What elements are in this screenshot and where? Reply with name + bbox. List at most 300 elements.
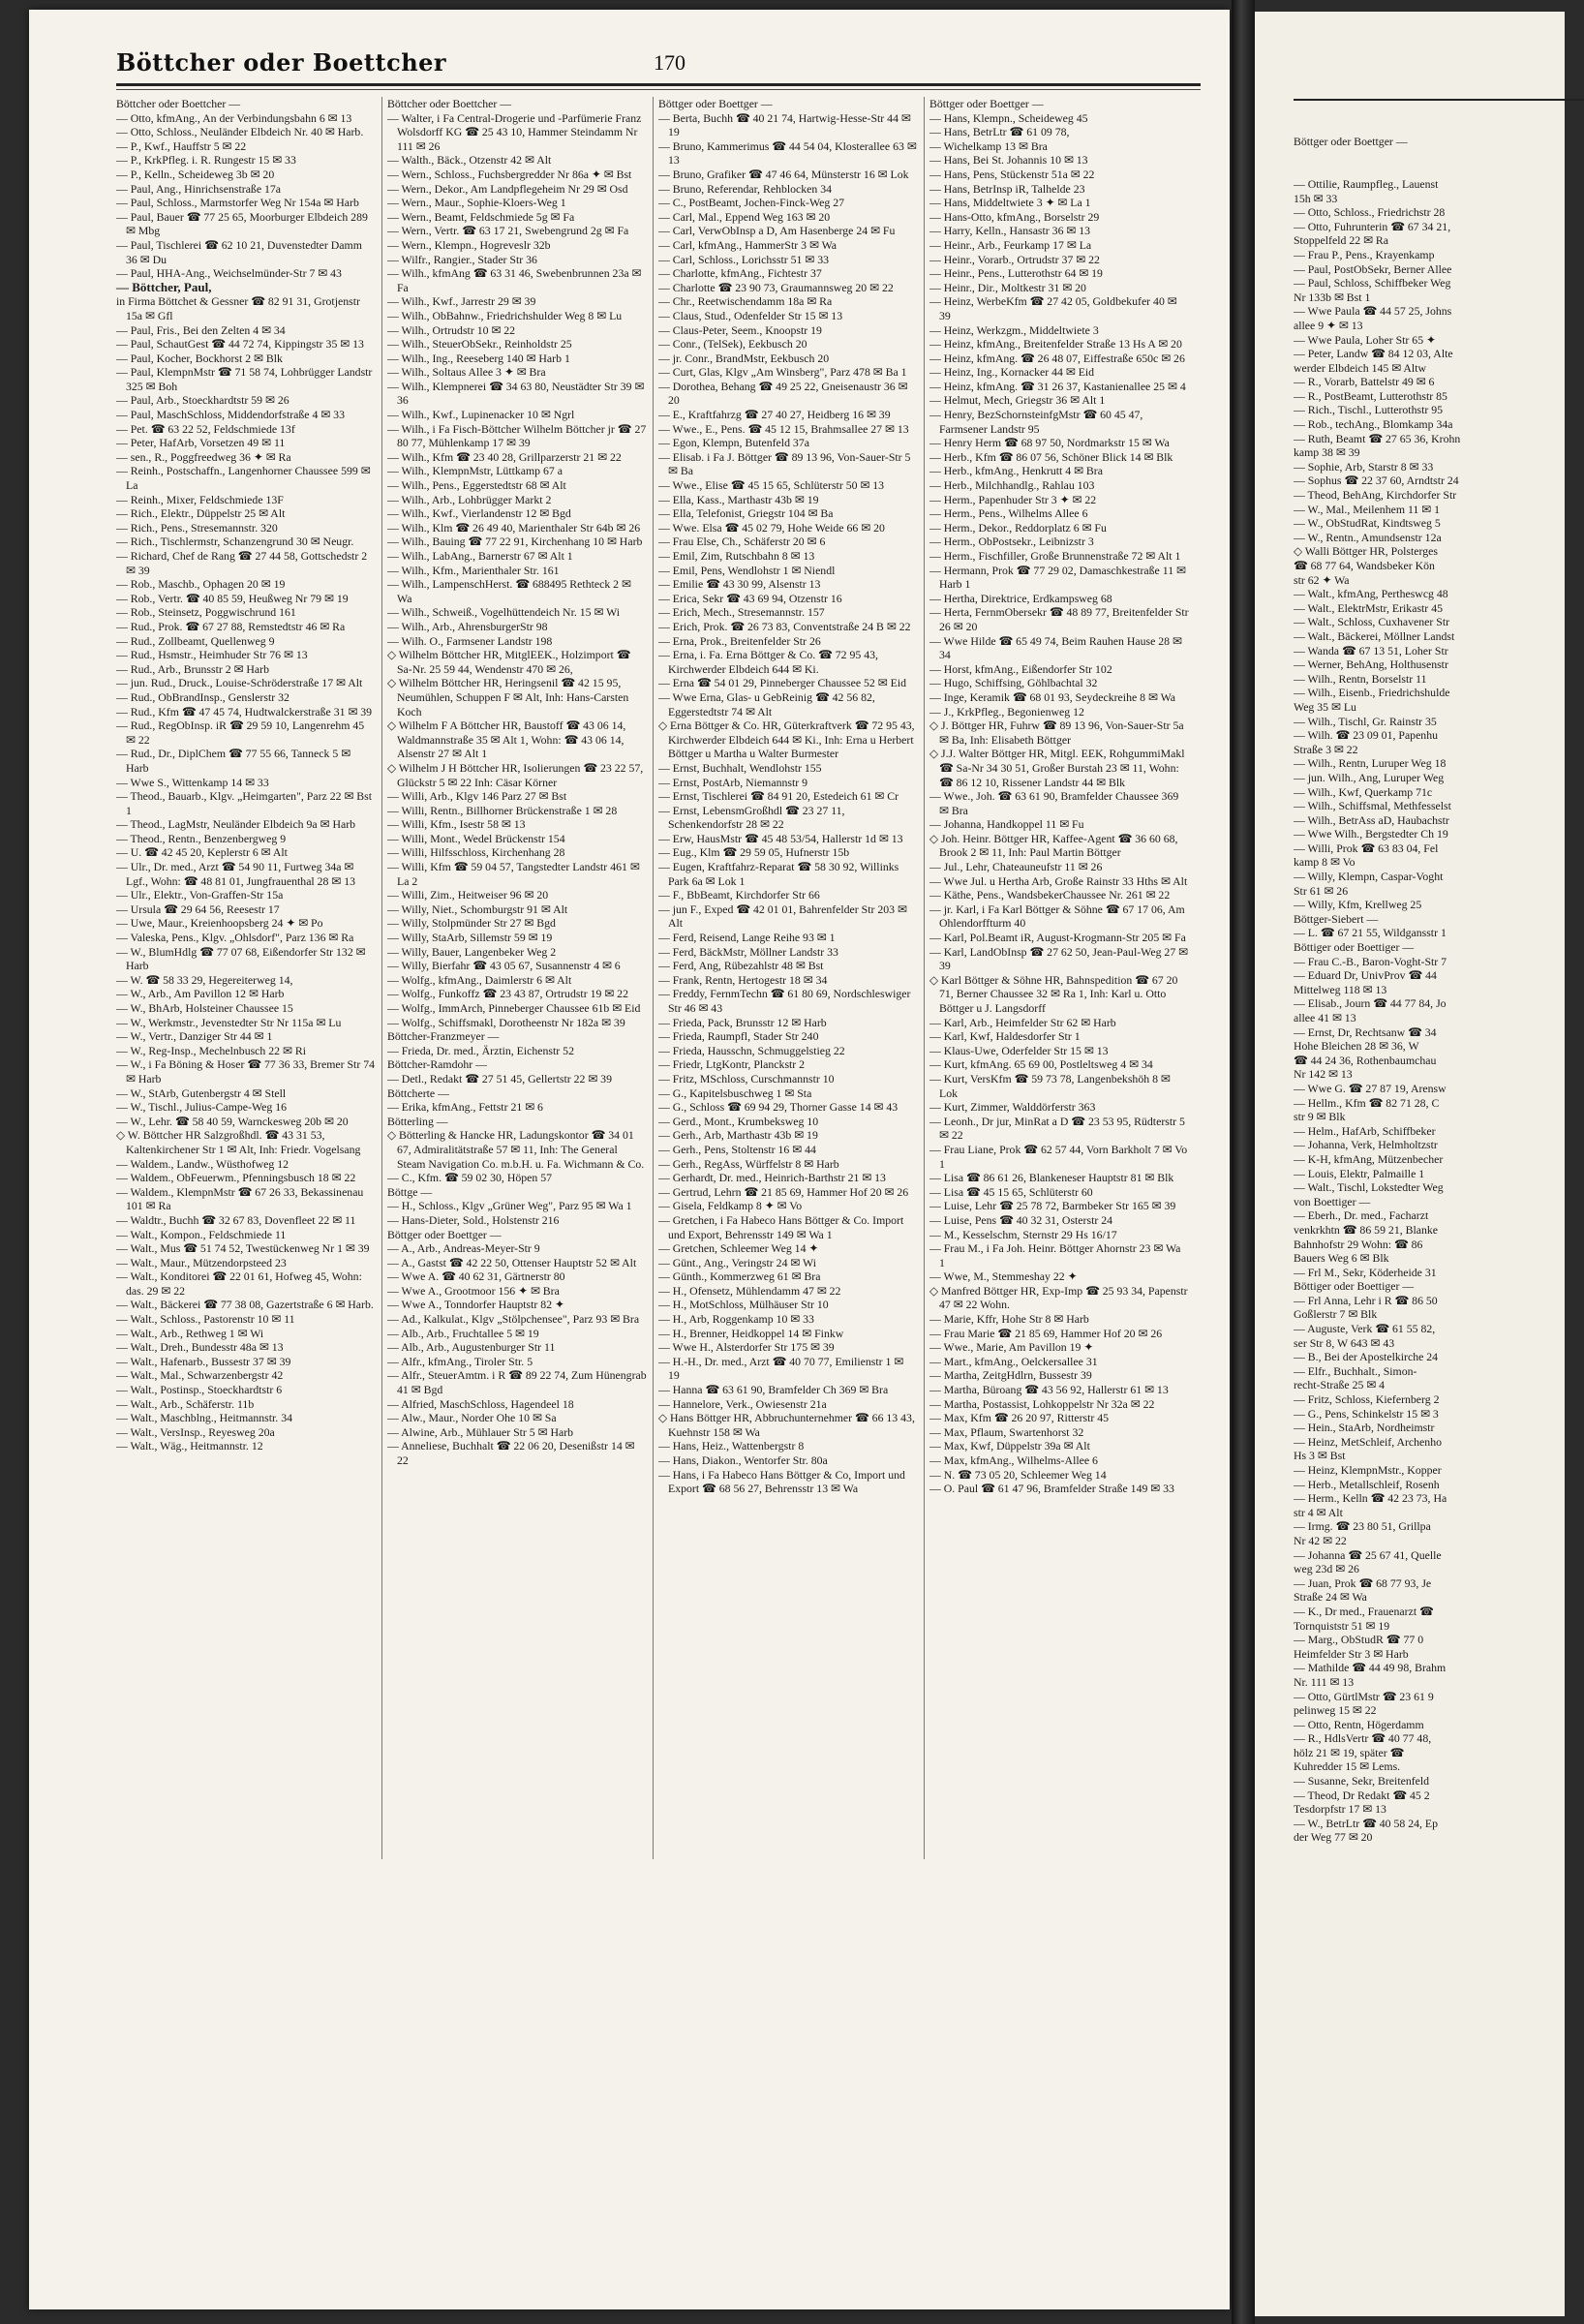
directory-entry: — E., Kraftfahrzg ☎ 27 40 27, Heidberg 16 ✉ 39 <box>658 408 891 422</box>
directory-entry: — Freddy, FernmTechn ☎ 61 80 69, Nordschleswiger Str 46 ✉ 43 <box>658 987 914 1015</box>
directory-entry: — jun. Rud., Druck., Louise-Schröderstraße 17 ✉ Alt <box>116 676 363 690</box>
directory-entry: — Waldem., KlempnMstr ☎ 67 26 33, Bekassinenau 101 ✉ Ra <box>116 1184 367 1213</box>
header-rule <box>116 83 1201 86</box>
directory-entry: — Herm., Pens., Wilhelms Allee 6 <box>929 506 1088 521</box>
directory-entry: — Wilh., Arb., AhrensburgerStr 98 <box>387 619 548 633</box>
facing-page-entry: ser Str 8, W 643 ✉ 43 <box>1294 1335 1395 1350</box>
directory-entry: — Heinz, kfmAng. ☎ 26 48 07, Eiffestraße 650c ✉ 26 <box>929 351 1185 365</box>
directory-entry: — Willi, Rentn., Billhorner Brückenstraße 1 ✉ 28 <box>387 803 618 817</box>
directory-entry: — Heinr., Pens., Lutterothstr 64 ✉ 19 <box>929 266 1103 281</box>
directory-entry: — Wwe. Elsa ☎ 45 02 79, Hohe Weide 66 ✉ 20 <box>658 520 885 535</box>
directory-entry: — Wilh., Klempnerei ☎ 34 63 80, Neustädter Str 39 ✉ 36 <box>387 379 648 408</box>
directory-entry: — Curt, Glas, Klgv „Am Winsberg", Parz 478 ✉ Ba 1 <box>658 365 907 380</box>
directory-entry: — Marie, Kffr, Hohe Str 8 ✉ Harb <box>929 1312 1089 1327</box>
directory-entry: — Ad., Kalkulat., Klgv „Stölpchensee", Parz 93 ✉ Bra <box>387 1312 640 1327</box>
directory-entry: — Gerd., Mont., Krumbeksweg 10 <box>658 1114 819 1128</box>
directory-entry: — Herb., Milchhandlg., Rahlau 103 <box>929 478 1095 493</box>
directory-entry: — Otto, Schloss., Neuländer Elbdeich Nr. 40 ✉ Harb. <box>116 125 364 139</box>
column-divider <box>924 97 925 1859</box>
directory-entry: — Carl, VerwObInsp a D, Am Hasenberge 24 ✉ Fu <box>658 224 896 238</box>
directory-entry: — Rich., Pens., Stresemannstr. 320 <box>116 520 278 535</box>
directory-entry: — P., Kwf., Hauffstr 5 ✉ 22 <box>116 138 247 153</box>
directory-entry: — Klaus-Uwe, Oderfelder Str 15 ✉ 13 <box>929 1043 1109 1057</box>
directory-entry: — Wilh., i Fa Fisch-Böttcher Wilhelm Böttcher jr ☎ 27 80 77, Mühlenkamp 17 ✉ 39 <box>387 421 650 450</box>
directory-entry: — Herb., kfmAng., Henkrutt 4 ✉ Bra <box>929 464 1103 478</box>
facing-page-entry: str 62 ✦ Wa <box>1294 572 1350 587</box>
directory-entry: — Rob., Maschb., Ophagen 20 ✉ 19 <box>116 577 286 592</box>
directory-entry: — Walt., Hafenarb., Bussestr 37 ✉ 39 <box>116 1354 291 1368</box>
facing-page-entry: — Wwe G. ☎ 27 87 19, Arensw <box>1294 1081 1447 1095</box>
directory-entry: — Käthe, Pens., WandsbekerChaussee Nr. 261 ✉ 22 <box>929 888 1171 902</box>
directory-entry: — Willi, Mont., Wedel Brückenstr 154 <box>387 831 565 845</box>
directory-entry: ◇ Joh. Heinr. Böttger HR, Kaffee-Agent ☎ 36 60 68, Brook 2 ✉ 11, Inh: Paul Martin Böttger <box>929 831 1181 860</box>
facing-page-entry: — Wilh., Rentn, Borselstr 11 <box>1294 671 1427 686</box>
directory-entry: — Paul, SchautGest ☎ 44 72 74, Kippingstr 35 ✉ 13 <box>116 337 364 352</box>
facing-page-entry: — Wilh., BetrAss aD, Haubachstr <box>1294 812 1449 827</box>
directory-entry: — Frieda, Dr. med., Ärztin, Eichenstr 52 <box>387 1043 574 1057</box>
facing-page-entry: von Boettiger — <box>1294 1194 1371 1208</box>
directory-entry: Bötterling — <box>387 1114 448 1128</box>
facing-page-entry: Bauers Weg 6 ✉ Blk <box>1294 1251 1389 1266</box>
running-head: Böttcher oder Boettcher <box>116 48 447 76</box>
facing-page-entry: — Werner, BehAng, Holthusenstr <box>1294 657 1448 672</box>
facing-page-entry: Nr. 111 ✉ 13 <box>1294 1674 1355 1689</box>
directory-entry: — Max, kfmAng., Wilhelms-Allee 6 <box>929 1453 1098 1467</box>
directory-entry: — Gertrud, Lehrn ☎ 21 85 69, Hammer Hof 20 ✉ 26 <box>658 1184 909 1199</box>
directory-entry: — Hans, Heiz., Wattenbergstr 8 <box>658 1439 805 1453</box>
directory-entry: — Wilh., Kwf., Lupinenacker 10 ✉ Ngrl <box>387 408 575 422</box>
directory-entry: — Paul, Arb., Stoeckhardtstr 59 ✉ 26 <box>116 393 289 408</box>
directory-entry: — C., PostBeamt, Jochen-Finck-Weg 27 <box>658 196 845 210</box>
directory-entry: — W., BlumHdlg ☎ 77 07 68, Eißendorfer Str 132 ✉ Harb <box>116 944 369 973</box>
directory-entry: — Hans, Diakon., Wentorfer Str. 80a <box>658 1453 828 1467</box>
directory-entry: — Theod., Rentn., Benzenbergweg 9 <box>116 831 287 845</box>
directory-entry: — Herta, FernmObersekr ☎ 48 89 77, Breitenfelder Str 26 ✉ 20 <box>929 605 1192 633</box>
directory-entry: — Jul., Lehr, Chateauneufstr 11 ✉ 26 <box>929 860 1103 874</box>
directory-entry: Böttge — <box>387 1184 433 1199</box>
directory-entry: — Walt., Mus ☎ 51 74 52, Twestückenweg Nr 1 ✉ 39 <box>116 1241 370 1256</box>
facing-page-entry: ☎ 44 24 36, Rothenbaumchau <box>1294 1053 1437 1067</box>
directory-entry: — G., Kapitelsbuschweg 1 ✉ Sta <box>658 1086 812 1100</box>
directory-entry: — Eug., Klm ☎ 29 59 05, Hufnerstr 15b <box>658 845 850 860</box>
directory-entry: — Paul, Bauer ☎ 77 25 65, Moorburger Elbdeich 289 ✉ Mbg <box>116 209 371 238</box>
directory-entry: — Heinz, Werkzgm., Middeltwiete 3 <box>929 322 1099 337</box>
directory-entry: — Alw., Maur., Norder Ohe 10 ✉ Sa <box>387 1411 557 1425</box>
directory-entry: — Rob., Steinsetz, Poggwischrund 161 <box>116 605 296 620</box>
facing-page-lines <box>1294 177 1565 1845</box>
directory-entry: — Martha, Büroang ☎ 43 56 92, Hallerstr 61 ✉ 13 <box>929 1383 1169 1397</box>
facing-page-entry: — Wwe Paula ☎ 44 57 25, Johns <box>1294 304 1452 319</box>
facing-page-entry: — Frau P., Pens., Krayenkamp <box>1294 247 1435 261</box>
facing-page-entry: — Frl Anna, Lehr i R ☎ 86 50 <box>1294 1293 1438 1307</box>
directory-entry: — Max, Kwf, Düppelstr 39a ✉ Alt <box>929 1439 1090 1453</box>
directory-entry: — Conr., (TelSek), Eekbusch 20 <box>658 337 807 352</box>
directory-entry: Böttcher-Franzmeyer — <box>387 1029 500 1044</box>
directory-entry: — Pet. ☎ 63 22 52, Feldschmiede 13f <box>116 421 295 436</box>
directory-entry: — Detl., Redakt ☎ 27 51 45, Gellertstr 22 ✉ 39 <box>387 1071 612 1086</box>
header-rule-thin <box>116 89 1201 90</box>
directory-entry: — Wolfg., Schiffsmakl, Dorotheenstr Nr 182a ✉ 39 <box>387 1015 625 1029</box>
directory-entry: — Heinz, kfmAng. ☎ 31 26 37, Kastanienallee 25 ✉ 4 <box>929 379 1186 393</box>
directory-entry: — H.-H., Dr. med., Arzt ☎ 40 70 77, Emilienstr 1 ✉ 19 <box>658 1354 907 1383</box>
directory-entry: — Frau Liane, Prok ☎ 62 57 44, Vorn Barkholt 7 ✉ Vo 1 <box>929 1142 1191 1171</box>
directory-entry: — Horst, kfmAng., Eißendorfer Str 102 <box>929 661 1112 676</box>
facing-page-entry: Böttiger oder Boettiger — <box>1294 940 1415 955</box>
facing-page-entry: — Rob., techAng., Blomkamp 34a <box>1294 417 1453 432</box>
directory-entry: — Wern., Dekor., Am Landpflegeheim Nr 29 ✉ Osd <box>387 181 628 196</box>
directory-entry: — H., Brenner, Heidkoppel 14 ✉ Finkw <box>658 1326 844 1340</box>
directory-entry: — Ferd, Reisend, Lange Reihe 93 ✉ 1 <box>658 931 836 945</box>
directory-entry: ◇ Erna Böttger & Co. HR, Güterkraftverk ☎ 72 95 43, Kirchwerder Elbdeich 644 ✉ Ki., Inh: Erna u Herbert Böttger u Martha u Walter Burmester <box>658 719 918 761</box>
directory-entry: — Theod., Bauarb., Klgv. „Heimgarten", Parz 22 ✉ Bst 1 <box>116 789 375 817</box>
facing-page-entry: — W., BetrLtr ☎ 40 58 24, Ep <box>1294 1816 1439 1830</box>
directory-entry: — Rob., Vertr. ☎ 40 85 59, Heußweg Nr 79 ✉ 19 <box>116 591 349 605</box>
directory-entry: — Willy, StaArb, Sillemstr 59 ✉ 19 <box>387 931 553 945</box>
directory-entry: — Frau Else, Ch., Schäferstr 20 ✉ 6 <box>658 535 826 549</box>
directory-entry: ◇ Hans Böttger HR, Abbruchunternehmer ☎ 66 13 43, Kuehnstr 158 ✉ Wa <box>658 1411 918 1439</box>
directory-entry: — Willi, Arb., Klgv 146 Parz 27 ✉ Bst <box>387 789 567 804</box>
directory-entry: — Uwe, Maur., Kreienhoopsberg 24 ✦ ✉ Po <box>116 916 323 931</box>
directory-entry: — Martha, ZeitgHdlrn, Bussestr 39 <box>929 1368 1092 1383</box>
facing-page-rule <box>1294 99 1584 101</box>
directory-entry: — Herm., Papenhuder Str 3 ✦ ✉ 22 <box>929 492 1097 506</box>
facing-page-entry: ☎ 68 77 64, Wandsbeker Kön <box>1294 559 1435 572</box>
directory-entry: — Gretchen, Schleemer Weg 14 ✦ <box>658 1241 819 1256</box>
facing-page-entry: — Wwe Paula, Loher Str 65 ✦ <box>1294 332 1436 347</box>
directory-entry: Böttcher oder Boettcher — <box>116 97 241 110</box>
facing-page-entry: Nr 133b ✉ Bst 1 <box>1294 290 1371 304</box>
directory-entry: — Willy, Bauer, Langenbeker Weg 2 <box>387 944 557 959</box>
directory-entry: — Egon, Klempn, Butenfeld 37a <box>658 436 809 450</box>
directory-entry: — Gretchen, i Fa Habeco Hans Böttger & Co. Import und Export, Behrensstr 149 ✉ Wa 1 <box>658 1212 907 1241</box>
facing-page-entry: Hs 3 ✉ Bst <box>1294 1449 1346 1463</box>
directory-entry: — Ulr., Elektr., Von-Graffen-Str 15a <box>116 888 284 902</box>
directory-entry: — Luise, Pens ☎ 40 32 31, Osterstr 24 <box>929 1212 1113 1227</box>
directory-entry: — Paul, Ang., Hinrichsenstraße 17a <box>116 181 282 196</box>
directory-entry: — Richard, Chef de Rang ☎ 27 44 58, Gottschedstr 2 ✉ 39 <box>116 549 371 577</box>
directory-entry: — Karl, LandObInsp ☎ 27 62 50, Jean-Paul-Weg 27 ✉ 39 <box>929 944 1192 973</box>
directory-entry: — Wilh., Kwf., Jarrestr 29 ✉ 39 <box>387 294 536 309</box>
facing-page-entry: — Walt., ElektrMstr, Erikastr 45 <box>1294 600 1443 615</box>
directory-entry: — Wilh., LabAng., Barnerstr 67 ✉ Alt 1 <box>387 549 573 563</box>
facing-page-entry: — Otto, GürtlMstr ☎ 23 61 9 <box>1294 1689 1434 1703</box>
directory-entry: — W., Tischl., Julius-Campe-Weg 16 <box>116 1100 288 1115</box>
directory-entry: — Wwe A., Grootmoor 156 ✦ ✉ Bra <box>387 1283 560 1298</box>
column-3 <box>658 97 918 1869</box>
directory-entry: — Wilh., Schweiß., Vogelhüttendeich Nr. 15 ✉ Wi <box>387 605 621 620</box>
facing-page-entry: — Frl M., Sekr, Köderheide 31 <box>1294 1265 1437 1279</box>
directory-entry: — Hermann, Prok ☎ 77 29 02, Damaschkestraße 11 ✉ Harb 1 <box>929 563 1189 592</box>
facing-page-entry: — Frau C.-B., Baron-Voght-Str 7 <box>1294 954 1447 968</box>
directory-entry: — jun F., Exped ☎ 42 01 01, Bahrenfelder Str 203 ✉ Alt <box>658 902 910 931</box>
directory-entry: — Walter, i Fa Central-Drogerie und -Parfümerie Franz Wolsdorff KG ☎ 25 43 10, Hammer Steindamm Nr 111 ✉ 26 <box>387 110 645 153</box>
facing-page-entry: recht-Straße 25 ✉ 4 <box>1294 1378 1386 1392</box>
directory-entry: — Claus-Peter, Seem., Knoopstr 19 <box>658 322 822 337</box>
directory-entry: — Erna, Prok., Breitenfelder Str 26 <box>658 633 821 648</box>
directory-entry: — Walt., Maur., Mützendorpsteed 23 <box>116 1255 287 1269</box>
directory-entry: — Wilh., Soltaus Allee 3 ✦ ✉ Bra <box>387 365 546 380</box>
directory-entry: — Leonh., Dr jur, MinRat a D ☎ 23 53 95, Rüdterstr 5 ✉ 22 <box>929 1114 1188 1143</box>
facing-page-entry: ◇ Walli Böttger HR, Polsterges <box>1294 544 1438 559</box>
facing-page-entry: Bahnhofstr 29 Wohn: ☎ 86 <box>1294 1237 1423 1251</box>
facing-page-entry: — W., Rentn., Amundsenstr 12a <box>1294 530 1442 544</box>
facing-page-entry: — Mathilde ☎ 44 49 98, Brahm <box>1294 1661 1447 1675</box>
column-1 <box>116 97 376 1869</box>
directory-entry: — Hans, Middeltwiete 3 ✦ ✉ La 1 <box>929 196 1091 210</box>
directory-entry: — Bruno, Kammerimus ☎ 44 54 04, Klosterallee 63 ✉ 13 <box>658 138 920 168</box>
directory-entry: — Alwine, Arb., Mühlauer Str 5 ✉ Harb <box>387 1424 574 1439</box>
directory-entry: — Waldem., ObFeuerwm., Pfenningsbusch 18 ✉ 22 <box>116 1171 356 1185</box>
facing-page-entry: — Hellm., Kfm ☎ 82 71 28, C <box>1294 1095 1440 1110</box>
directory-entry: — Kurt, kfmAng. 65 69 00, Postleltsweg 4 ✉ 34 <box>929 1057 1153 1072</box>
facing-page-entry: — Susanne, Sekr, Breitenfeld <box>1294 1774 1430 1789</box>
directory-entry: — Wilh., Ortrudstr 10 ✉ 22 <box>387 322 516 337</box>
directory-entry: ◇ J.J. Walter Böttger HR, Mitgl. EEK, RohgummiMakl ☎ Sa-Nr 34 30 51, Großer Burstah 23 ✉ 11, Wohn: ☎ 86 12 10, Rissener Landstr 44 ✉ Blk <box>929 747 1188 789</box>
directory-entry: — Erw, HausMstr ☎ 45 48 53/54, Hallerstr 1d ✉ 13 <box>658 831 903 845</box>
directory-entry: — Alfr., kfmAng., Tiroler Str. 5 <box>387 1354 533 1368</box>
directory-entry: ◇ Wilhelm F A Böttcher HR, Baustoff ☎ 43 06 14, Waldmannstraße 35 ✉ Alt 1, Wohn: ☎ 43 06 14, Alsenstr 27 ✉ Alt 1 <box>387 719 629 761</box>
directory-entry: — Willi, Kfm ☎ 59 04 57, Tangstedter Landstr 461 ✉ La 2 <box>387 860 643 888</box>
directory-entry: — Walt., Schloss., Pastorenstr 10 ✉ 11 <box>116 1312 295 1327</box>
directory-entry: — Harry, Kelln., Hansastr 36 ✉ 13 <box>929 224 1091 238</box>
directory-entry: — Ella, Kass., Marthastr 43b ✉ 19 <box>658 492 819 506</box>
facing-page-entry: — L. ☎ 67 21 55, Wildgansstr 1 <box>1294 926 1447 940</box>
directory-entry: — Fritz, MSchloss, Curschmannstr 10 <box>658 1071 835 1086</box>
directory-entry: — Frau M., i Fa Joh. Heinr. Böttger Ahornstr 23 ✉ Wa 1 <box>929 1241 1184 1269</box>
directory-entry: — Willy, Stolpmünder Str 27 ✉ Bgd <box>387 916 556 931</box>
directory-entry: — Hans, BetrLtr ☎ 61 09 78, <box>929 125 1070 139</box>
facing-page-entry: — Rich., Tischl., Lutterothstr 95 <box>1294 403 1444 417</box>
directory-entry: — Rud., Hsmstr., Heimhuder Str 76 ✉ 13 <box>116 648 308 662</box>
directory-columns <box>116 97 1201 1869</box>
directory-entry: — Wern., Beamt, Feldschmiede 5g ✉ Fa <box>387 209 575 224</box>
directory-entry: — Hans, Bei St. Johannis 10 ✉ 13 <box>929 153 1088 168</box>
directory-entry: — Ernst, LebensmGroßhdl ☎ 23 27 11, Schenkendorfstr 28 ✉ 22 <box>658 803 848 832</box>
facing-page-entry: — Hein., StaArb, Nordheimstr <box>1294 1421 1435 1435</box>
facing-page-entry: Nr 42 ✉ 22 <box>1294 1533 1347 1547</box>
facing-page-entry: allee 9 ✦ ✉ 13 <box>1294 318 1363 332</box>
directory-entry: Böttger oder Boettger — <box>387 1227 502 1241</box>
directory-entry: — Johanna, Handkoppel 11 ✉ Fu <box>929 817 1084 832</box>
column-4 <box>929 97 1192 1869</box>
directory-entry: — Herm., ObPostsekr., Leibnizstr 3 <box>929 535 1094 549</box>
directory-entry: — Paul, Kocher, Bockhorst 2 ✉ Blk <box>116 351 283 365</box>
directory-entry: — Hans, BetrInsp iR, Talhelde 23 <box>929 181 1085 196</box>
facing-page-entry: Böttger-Siebert — <box>1294 911 1379 926</box>
facing-page-entry: — Auguste, Verk ☎ 61 55 82, <box>1294 1322 1436 1336</box>
facing-page-entry: — Johanna ☎ 25 67 41, Quelle <box>1294 1547 1442 1562</box>
directory-entry: ◇ J. Böttger HR, Fuhrw ☎ 89 13 96, Von-Sauer-Str 5a ✉ Ba, Inh: Elisabeth Böttger <box>929 719 1187 747</box>
directory-entry: — Rud., Zollbeamt, Quellenweg 9 <box>116 633 275 648</box>
facing-page-entry: 15h ✉ 33 <box>1294 191 1338 205</box>
facing-page-entry: Böttiger oder Boettiger — <box>1294 1279 1415 1294</box>
facing-page-entry: — Peter, Landw ☎ 84 12 03, Alte <box>1294 347 1453 361</box>
directory-entry: — Rud., Arb., Brunsstr 2 ✉ Harb <box>116 661 269 676</box>
directory-entry: — Reinh., Postschaffn., Langenhorner Chaussee 599 ✉ La <box>116 464 374 493</box>
directory-entry: — Dorothea, Behang ☎ 49 25 22, Gneisenaustr 36 ✉ 20 <box>658 379 911 408</box>
directory-entry: — Wilh., Arb., Lohbrügger Markt 2 <box>387 492 552 506</box>
directory-entry: — Walth., Bäck., Otzenstr 42 ✉ Alt <box>387 153 552 168</box>
directory-entry: — Max, Kfm ☎ 26 20 97, Ritterstr 45 <box>929 1411 1110 1425</box>
directory-entry: — Walt., Postinsp., Stoeckhardtstr 6 <box>116 1383 283 1397</box>
column-2 <box>387 97 650 1869</box>
directory-entry: ◇ Bötterling & Hancke HR, Ladungskontor ☎ 34 01 67, Admiralitätstraße 57 ✉ 11, Inh: The General Steam Navigation Co. m.b.H. u. Fa. Wichmann & Co. <box>387 1128 645 1171</box>
facing-page-entry: — Theod, BehAng, Kirchdorfer Str <box>1294 488 1457 503</box>
directory-entry: — Walt., Dreh., Bundesstr 48a ✉ 13 <box>116 1340 284 1355</box>
facing-page-entry: — Theod, Dr Redakt ☎ 45 2 <box>1294 1788 1430 1802</box>
directory-entry: — F., BbBeamt, Kirchdorfer Str 66 <box>658 888 820 902</box>
directory-entry: — W., Lehr. ☎ 58 40 59, Warnckesweg 20b ✉ 20 <box>116 1114 349 1128</box>
directory-entry: — Walt., Kompon., Feldschmiede 11 <box>116 1227 287 1241</box>
directory-entry: — Wilh. O., Farmsener Landstr 198 <box>387 633 553 648</box>
directory-entry: — Günt., Ang., Veringstr 24 ✉ Wi <box>658 1255 816 1269</box>
directory-entry: — Frank, Rentn, Hertogestr 18 ✉ 34 <box>658 972 828 987</box>
directory-entry: — H., Ofensetz, Mühlendamm 47 ✉ 22 <box>658 1283 841 1298</box>
directory-entry: — Wwe., Marie, Am Pavillon 19 ✦ <box>929 1340 1094 1355</box>
facing-page-entry: — G., Pens, Schinkelstr 15 ✉ 3 <box>1294 1406 1439 1421</box>
directory-entry: — A., Arb., Andreas-Meyer-Str 9 <box>387 1241 540 1256</box>
directory-entry: — Elisab. i Fa J. Böttger ☎ 89 13 96, Von-Sauer-Str 5 ✉ Ba <box>658 449 914 478</box>
directory-entry: — Frieda, Raumpfl, Stader Str 240 <box>658 1029 819 1044</box>
directory-entry: — Erica, Sekr ☎ 43 69 94, Otzenstr 16 <box>658 591 842 605</box>
facing-page-entry: — Juan, Prok ☎ 68 77 93, Je <box>1294 1575 1432 1590</box>
directory-entry: — W., Arb., Am Pavillon 12 ✉ Harb <box>116 987 285 1001</box>
directory-entry: — Theod., LagMstr, Neuländer Elbdeich 9a ✉ Harb <box>116 817 356 832</box>
directory-entry: — Emilie ☎ 43 30 99, Alsenstr 13 <box>658 577 821 592</box>
directory-entry: — Walt., Arb., Schäferstr. 11b <box>116 1396 255 1411</box>
directory-entry: — Kurt, Zimmer, Walddörferstr 363 <box>929 1100 1096 1115</box>
directory-entry: — Alfried, MaschSchloss, Hagendeel 18 <box>387 1396 574 1411</box>
facing-page-entry: — Herm., Kelln ☎ 42 23 73, Ha <box>1294 1491 1447 1506</box>
directory-entry: — Walt., Mal., Schwarzenbergstr 42 <box>116 1368 284 1383</box>
facing-page-entry: — R., Vorarb, Battelstr 49 ✉ 6 <box>1294 375 1435 389</box>
facing-page-entry: — Heinz, MetSchleif, Archenho <box>1294 1434 1442 1449</box>
directory-entry: — Wwe S., Wittenkamp 14 ✉ 33 <box>116 775 269 789</box>
facing-page-entry: weg 23d ✉ 26 <box>1294 1562 1359 1576</box>
facing-page-entry: Nr 142 ✉ 13 <box>1294 1067 1353 1082</box>
directory-entry: — Berta, Buchh ☎ 40 21 74, Hartwig-Hesse-Str 44 ✉ 19 <box>658 110 914 139</box>
column-divider <box>381 97 382 1859</box>
directory-entry: — Walt., Maschblng., Heitmannstr. 34 <box>116 1411 292 1425</box>
directory-entry: — Wilh., Kfm ☎ 23 40 28, Grillparzerstr 21 ✉ 22 <box>387 449 622 464</box>
facing-page-entry: — B., Bei der Apostelkirche 24 <box>1294 1350 1439 1364</box>
facing-page-entry: Tesdorpfstr 17 ✉ 13 <box>1294 1802 1386 1817</box>
directory-entry: — W. ☎ 58 33 29, Hegereiterweg 14, <box>116 972 293 987</box>
facing-page-entry: — Sophus ☎ 22 37 60, Arndtstr 24 <box>1294 474 1459 488</box>
facing-page-entry: Tornquiststr 51 ✉ 19 <box>1294 1618 1390 1633</box>
directory-entry: — Walt., Konditorei ☎ 22 01 61, Hofweg 45, Wohn: das. 29 ✉ 22 <box>116 1269 365 1298</box>
directory-entry: — Walt., Arb., Rethweg 1 ✉ Wi <box>116 1326 264 1340</box>
directory-entry: — A., Gastst ☎ 42 22 50, Ottenser Hauptstr 52 ✉ Alt <box>387 1255 637 1269</box>
directory-entry: — Charlotte, kfmAng., Fichtestr 37 <box>658 266 822 281</box>
facing-page-entry: — Louis, Elektr, Palmaille 1 <box>1294 1166 1425 1180</box>
facing-page-entry: Str 61 ✉ 26 <box>1294 883 1349 898</box>
directory-entry: — Herm., Dekor., Reddorplatz 6 ✉ Fu <box>929 520 1107 535</box>
facing-page-entry: str 4 ✉ Alt <box>1294 1505 1343 1519</box>
facing-page-entry: werder Elbdeich 145 ✉ Altw <box>1294 360 1426 375</box>
directory-entry: — Alb., Arb., Augustenburger Str 11 <box>387 1340 556 1355</box>
directory-entry: — Wwe Jul. u Hertha Arb, Große Rainstr 33 Hths ✉ Alt <box>929 873 1188 888</box>
directory-entry: — Hugo, Schiffsing, Göhlbachtal 32 <box>929 676 1098 690</box>
directory-entry: — P., KrkPfleg. i. R. Rungestr 15 ✉ 33 <box>116 153 296 168</box>
directory-entry: ◇ Wilhelm Böttcher HR, MitglEEK., Holzimport ☎ Sa-Nr. 25 59 44, Wendenstr 470 ✉ 26, <box>387 648 634 676</box>
directory-entry: — Chr., Reetwischendamm 18a ✉ Ra <box>658 294 833 309</box>
directory-entry: — Walt., Bäckerei ☎ 77 38 08, Gazertstraße 6 ✉ Harb. <box>116 1298 374 1312</box>
facing-page-entry: — K., Dr med., Frauenarzt ☎ <box>1294 1604 1434 1618</box>
facing-page-entry: — Wanda ☎ 67 13 51, Loher Str <box>1294 643 1448 657</box>
directory-entry: — Hans-Otto, kfmAng., Borselstr 29 <box>929 209 1100 224</box>
directory-entry: Böttcherte — <box>387 1086 449 1100</box>
directory-entry: — Wolfg., ImmArch, Pinneberger Chaussee 61b ✉ Eid <box>387 1001 641 1015</box>
directory-entry: — Ulr., Dr. med., Arzt ☎ 54 90 11, Furtweg 34a ✉ Lgf., Wohn: ☎ 48 81 01, Jungfrauenthal 28 ✉ 13 <box>116 860 357 888</box>
directory-entry: — C., Kfm. ☎ 59 02 30, Höpen 57 <box>387 1171 553 1185</box>
facing-page-entry: — Ruth, Beamt ☎ 27 65 36, Krohn <box>1294 431 1461 445</box>
facing-page-entry: — Otto, Fuhrunterin ☎ 67 34 21, <box>1294 219 1451 233</box>
directory-entry: — M., Kesselschm, Sternstr 29 Hs 16/17 <box>929 1227 1117 1241</box>
directory-entry: — Frieda, Pack, Brunsstr 12 ✉ Harb <box>658 1015 827 1029</box>
directory-entry: — Luise, Lehr ☎ 25 78 72, Barmbeker Str 165 ✉ 39 <box>929 1199 1176 1213</box>
facing-page-entry: Straße 24 ✉ Wa <box>1294 1590 1367 1605</box>
directory-entry: — G., Schloss ☎ 69 94 29, Thorner Gasse 14 ✉ 43 <box>658 1100 899 1115</box>
directory-entry: — Emil, Zim, Rutschbahn 8 ✉ 13 <box>658 549 815 563</box>
directory-entry: — Wilh., Klm ☎ 26 49 40, Marienthaler Str 64b ✉ 26 <box>387 520 641 535</box>
directory-entry: ◇ W. Böttcher HR Salzgroßhdl. ☎ 43 31 53, Kaltenkirchener Str 1 ✉ Alt, Inh: Friedr. Vogelsang <box>116 1128 361 1156</box>
directory-entry: — Walt., VersInsp., Reyesweg 20a <box>116 1424 275 1439</box>
facing-page-entry: — jun. Wilh., Ang, Luruper Weg <box>1294 770 1445 784</box>
directory-entry: — H., Arb, Roggenkamp 10 ✉ 33 <box>658 1312 814 1327</box>
directory-entry: — jr. Conr., BrandMstr, Eekbusch 20 <box>658 351 830 365</box>
facing-page-entry: — Ernst, Dr, Rechtsanw ☎ 34 <box>1294 1024 1437 1039</box>
directory-entry: — Friedr, LtgKontr, Planckstr 2 <box>658 1057 806 1072</box>
column-divider <box>653 97 654 1859</box>
directory-entry: ◇ Wilhelm Böttcher HR, Heringsenil ☎ 42 15 95, Neumühlen, Schuppen F ✉ Alt, Inh: Hans-Carsten Koch <box>387 676 632 719</box>
directory-entry: — Rich., Tischlermstr, Schanzengrund 30 ✉ Neugr. <box>116 535 354 549</box>
directory-entry: — Wwe A., Tonndorfer Hauptstr 82 ✦ <box>387 1298 564 1312</box>
directory-entry: — Wwe., Elise ☎ 45 15 65, Schlüterstr 50 ✉ 13 <box>658 478 885 493</box>
directory-entry: — Carl, Schloss., Lorichsstr 51 ✉ 33 <box>658 252 830 266</box>
directory-entry: — Wilfr., Rangier., Stader Str 36 <box>387 252 537 266</box>
facing-page-entry: — Walt., Tischl, Lokstedter Weg <box>1294 1180 1444 1195</box>
directory-entry: — Alb., Arb., Fruchtallee 5 ✉ 19 <box>387 1326 539 1340</box>
directory-entry: — Herb., Kfm ☎ 86 07 56, Schöner Blick 14 ✉ Blk <box>929 449 1173 464</box>
facing-page-entry: venkrkhtn ☎ 86 59 21, Blanke <box>1294 1222 1439 1237</box>
directory-entry: — Paul, HHA-Ang., Weichselmünder-Str 7 ✉ 43 <box>116 266 342 281</box>
facing-page-entry: Kuhredder 15 ✉ Lems. <box>1294 1759 1401 1774</box>
facing-page-entry: — Otto, Schloss., Friedrichstr 28 <box>1294 205 1446 220</box>
directory-entry: — Ernst, Buchhalt, Wendlohstr 155 <box>658 760 822 775</box>
directory-entry: — Wwe., Joh. ☎ 63 61 90, Bramfelder Chaussee 369 ✉ Bra <box>929 789 1182 817</box>
directory-entry: — jr. Karl, i Fa Karl Böttger & Söhne ☎ 67 17 06, Am Ohlendorffturm 40 <box>929 902 1188 931</box>
facing-page-entry: — Elisab., Journ ☎ 44 77 84, Jo <box>1294 996 1447 1011</box>
directory-entry: — Waldem., Landw., Wüsthofweg 12 <box>116 1156 289 1171</box>
directory-entry: — W., i Fa Böning & Hoser ☎ 77 36 33, Bremer Str 74 ✉ Harb <box>116 1057 378 1086</box>
directory-entry: — Heinr., Vorarb., Ortrudstr 37 ✉ 22 <box>929 252 1100 266</box>
directory-entry: — Max, Pflaum, Swartenhorst 32 <box>929 1424 1084 1439</box>
directory-entry: — Helmut, Mech, Griegstr 36 ✉ Alt 1 <box>929 393 1106 408</box>
facing-page-entry: — R., PostBeamt, Lutterothstr 85 <box>1294 388 1447 403</box>
directory-entry: — Wilh., ObBahnw., Friedrichshulder Weg 8 ✉ Lu <box>387 308 623 322</box>
directory-entry: — Rud., ObBrandInsp., Genslerstr 32 <box>116 689 289 704</box>
directory-entry: — Hans, Pens, Stückenstr 51a ✉ 22 <box>929 167 1095 181</box>
directory-entry: — Wwe, M., Stemmeshay 22 ✦ <box>929 1269 1078 1284</box>
facing-page-entry: Stoppelfeld 22 ✉ Ra <box>1294 233 1389 248</box>
directory-entry: — Willy, Bierfahr ☎ 43 05 67, Susannenstr 4 ✉ 6 <box>387 959 621 973</box>
directory-entry: — Reinh., Mixer, Feldschmiede 13F <box>116 492 284 506</box>
directory-entry: — Erna ☎ 54 01 29, Pinneberger Chaussee 52 ✉ Eid <box>658 676 906 690</box>
facing-page-entry: — Fritz, Schloss, Kiefernberg 2 <box>1294 1392 1440 1407</box>
directory-entry: ◇ Manfred Böttger HR, Exp-Imp ☎ 25 93 34, Papenstr 47 ✉ 22 Wohn. <box>929 1283 1191 1312</box>
facing-page-entry: — Sophie, Arb, Starstr 8 ✉ 33 <box>1294 459 1434 474</box>
